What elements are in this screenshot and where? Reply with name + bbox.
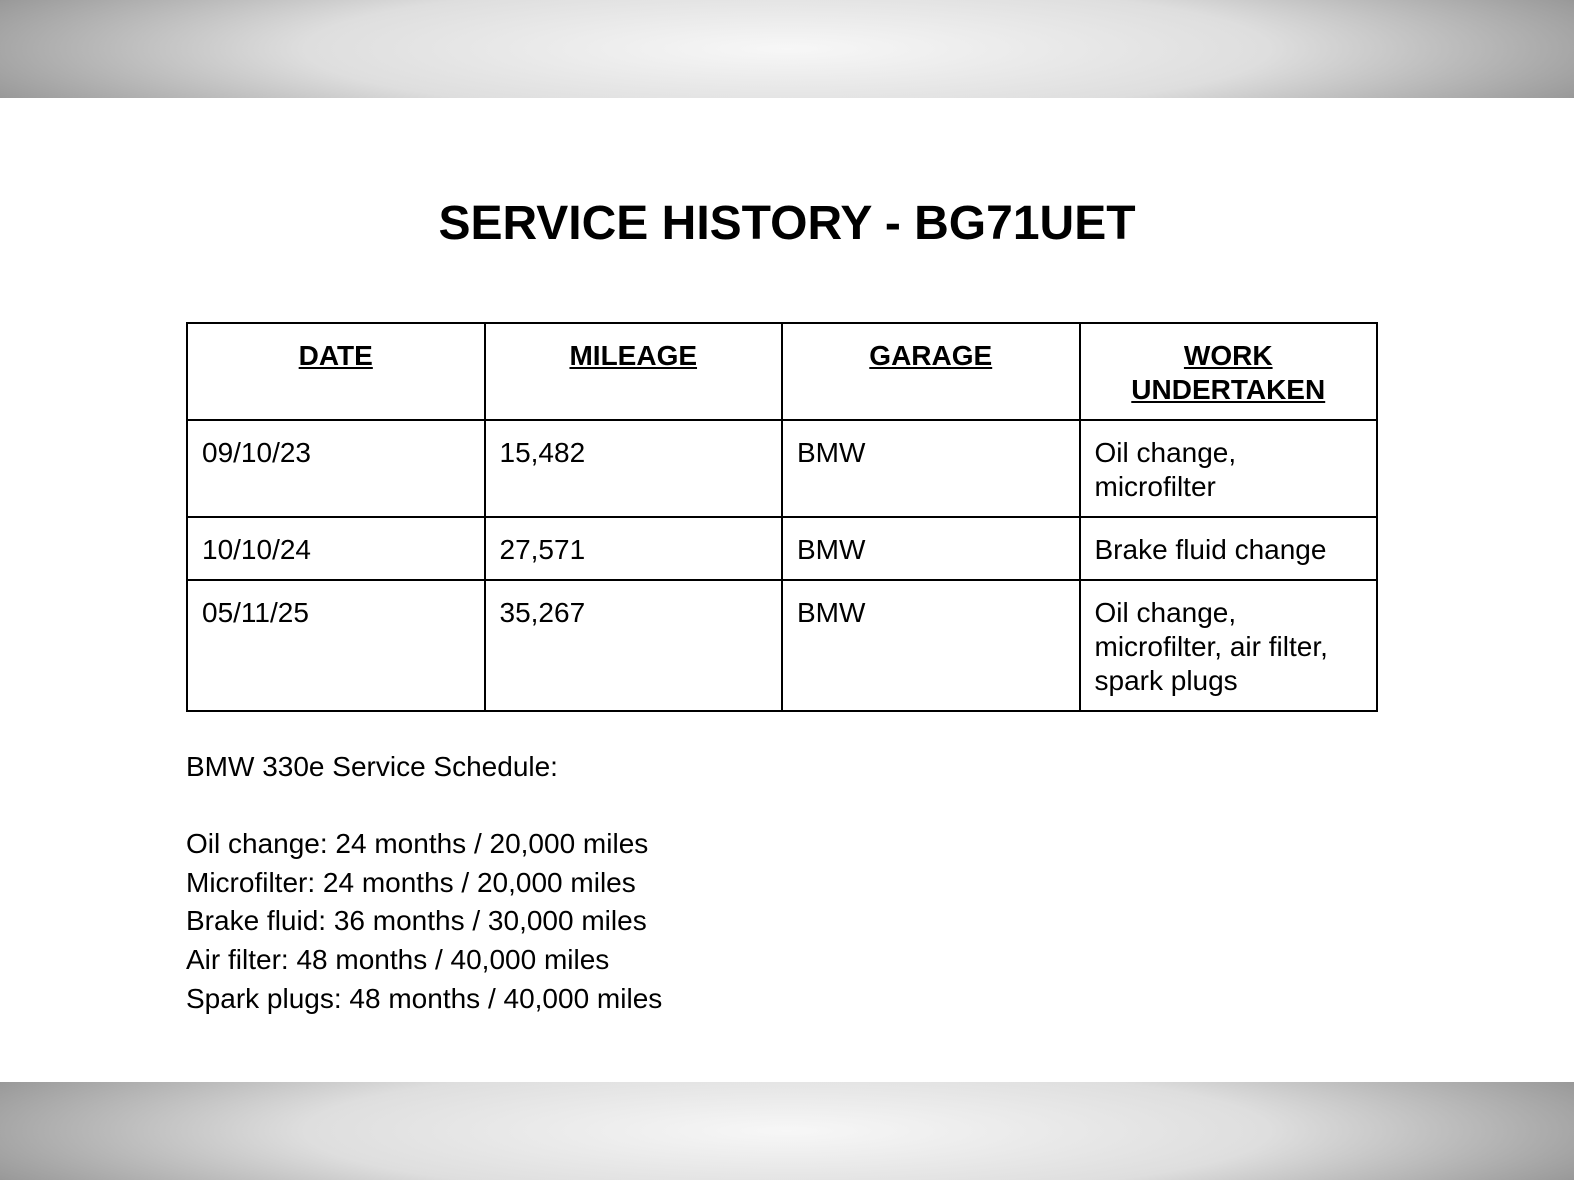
table-header-row <box>187 323 1377 420</box>
cell-mileage: 15,482 <box>485 420 783 517</box>
column-header-mileage: MILEAGE <box>485 323 783 420</box>
column-header-work-undertaken: WORK UNDERTAKEN <box>1080 323 1378 420</box>
schedule-item-oil-change: Oil change: 24 months / 20,000 miles <box>186 827 649 859</box>
column-header-date: DATE <box>187 323 485 420</box>
cell-garage: BMW <box>782 420 1080 517</box>
cell-date: 10/10/24 <box>187 517 485 580</box>
cell-mileage: 27,571 <box>485 517 783 580</box>
cell-work-undertaken: Brake fluid change <box>1080 517 1378 580</box>
table-row <box>187 517 1377 580</box>
service-history-table <box>186 322 1378 712</box>
cell-work-undertaken: Oil change, microfilter, air filter, spark plugs <box>1080 580 1378 711</box>
schedule-item-microfilter: Microfilter: 24 months / 20,000 miles <box>186 866 636 898</box>
service-schedule <box>186 748 662 1019</box>
cell-date: 09/10/23 <box>187 420 485 517</box>
cell-garage: BMW <box>782 580 1080 711</box>
page-title: SERVICE HISTORY - BG71UET <box>438 197 1136 250</box>
schedule-item-brake-fluid: Brake fluid: 36 months / 30,000 miles <box>186 905 647 937</box>
table-row <box>187 420 1377 517</box>
cell-garage: BMW <box>782 517 1080 580</box>
bottom-vignette-band <box>0 1082 1574 1180</box>
top-vignette-band <box>0 0 1574 98</box>
cell-work-undertaken: Oil change, microfilter <box>1080 420 1378 517</box>
table-row <box>187 580 1377 711</box>
schedule-heading: BMW 330e Service Schedule: <box>186 751 558 782</box>
cell-mileage: 35,267 <box>485 580 783 711</box>
schedule-item-spark-plugs: Spark plugs: 48 months / 40,000 miles <box>186 982 663 1014</box>
column-header-garage: GARAGE <box>782 323 1080 420</box>
cell-date: 05/11/25 <box>187 580 485 711</box>
schedule-item-air-filter: Air filter: 48 months / 40,000 miles <box>186 944 610 976</box>
